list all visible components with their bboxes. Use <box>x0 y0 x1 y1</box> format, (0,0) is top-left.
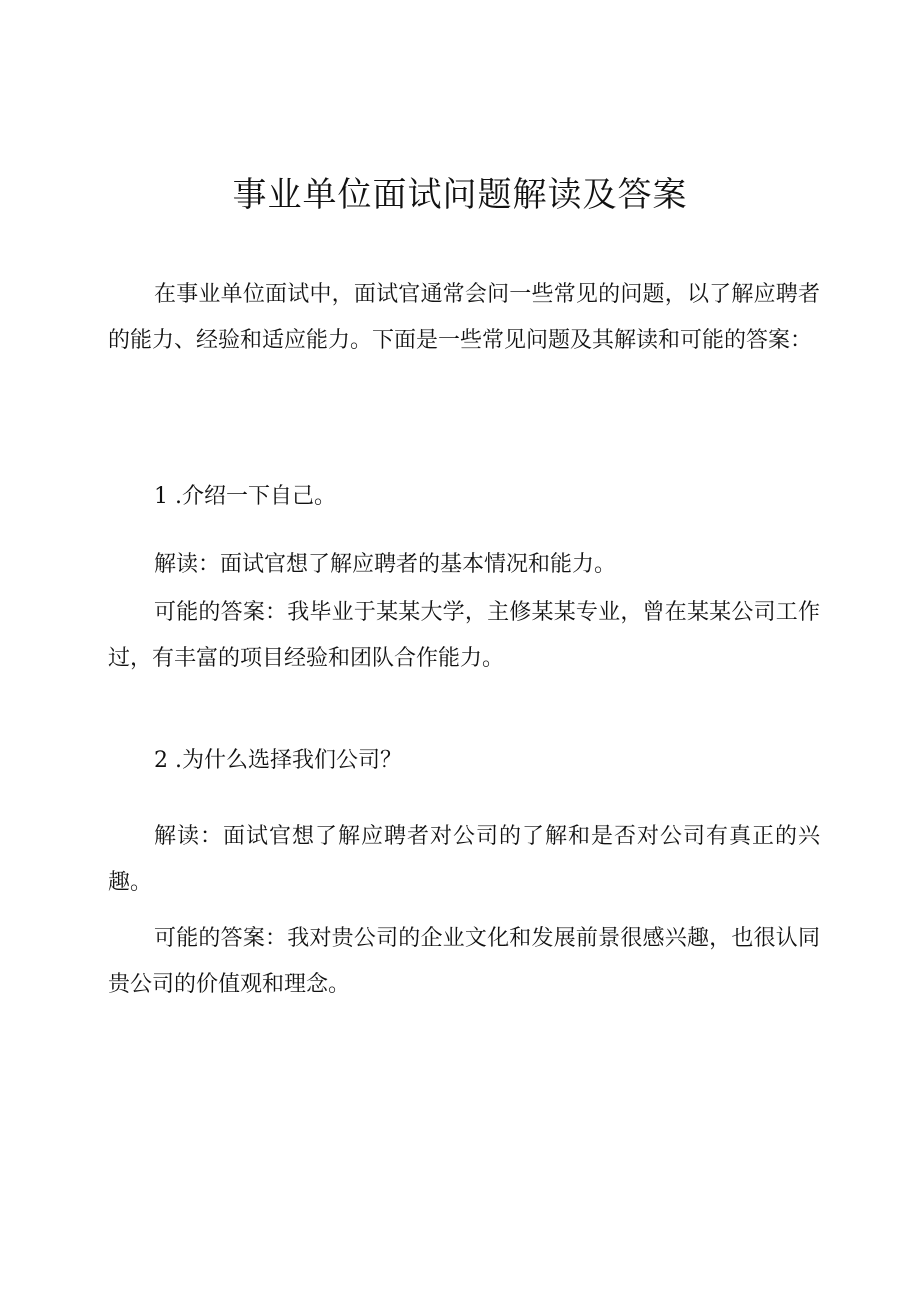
question-1-heading: 1 .介绍一下自己。 <box>154 484 336 509</box>
question-1-answer: 可能的答案：我毕业于某某大学，主修某某专业，曾在某某公司工作过，有丰富的项目经验和团队合作能力。 <box>108 600 820 671</box>
question-2-interpretation: 解读：面试官想了解应聘者对公司的了解和是否对公司有真正的兴趣。 <box>108 824 820 895</box>
intro-paragraph: 在事业单位面试中，面试官通常会问一些常见的问题，以了解应聘者的能力、经验和适应能力。下面是一些常见问题及其解读和可能的答案： <box>108 282 820 353</box>
question-1-interpretation: 解读：面试官想了解应聘者的基本情况和能力。 <box>154 552 617 577</box>
document-title: 事业单位面试问题解读及答案 <box>232 175 688 215</box>
question-2-heading: 2 .为什么选择我们公司？ <box>154 748 402 773</box>
question-2-answer: 可能的答案：我对贵公司的企业文化和发展前景很感兴趣，也很认同贵公司的价值观和理念。 <box>108 926 820 997</box>
